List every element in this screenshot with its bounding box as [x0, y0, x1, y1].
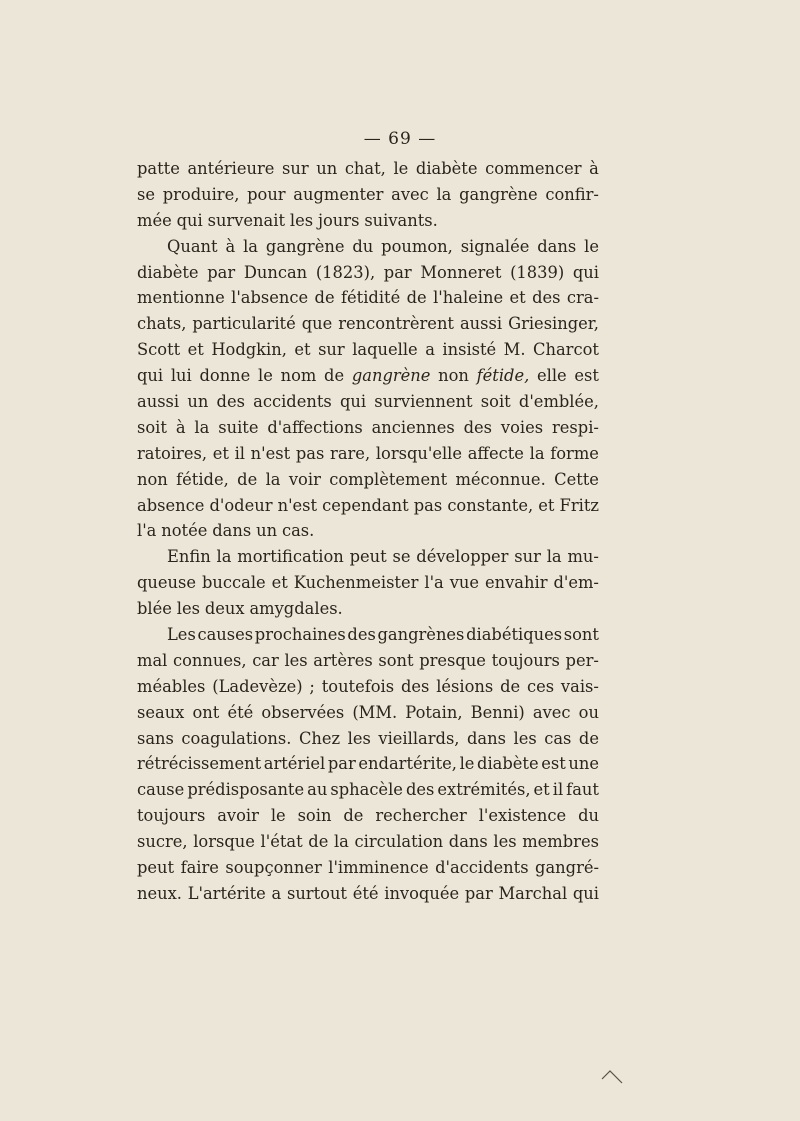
text-line: qui lui donne le nom de gangrène non fétide, elle est: [137, 366, 599, 386]
text-line: queuse buccale et Kuchenmeister l'a vue envahir d'em-: [137, 573, 599, 593]
text-line: aussi un des accidents qui surviennent soit d'emblée,: [137, 392, 599, 412]
text-line: non fétide, de la voir complètement méconnue. Cette: [137, 469, 599, 489]
text-line: mal connues, car les artères sont presque toujours per-: [137, 650, 599, 670]
page-number: — 69 —: [363, 129, 437, 149]
text-line: neux. L'artérite a surtout été invoquée par Marchal qui: [137, 883, 599, 903]
text-line: soit à la suite d'affections anciennes des voies respi-: [137, 417, 599, 437]
text-line: ratoires, et il n'est pas rare, lorsqu'elle affecte la forme: [137, 443, 599, 463]
text-line: se produire, pour augmenter avec la gangrène confir-: [137, 184, 599, 204]
text-line: Enfin la mortification peut se développer sur la mu-: [167, 547, 599, 567]
text-line: Quant à la gangrène du poumon, signalée dans le: [167, 236, 599, 256]
text-line: rétrécissement artériel par endartérite, le diabète est une: [137, 754, 599, 774]
text-line: cause prédisposante au sphacèle des extrémités, et il faut: [137, 780, 599, 800]
text-line: patte antérieure sur un chat, le diabète commencer à: [137, 159, 599, 178]
text-line: sans coagulations. Chez les vieillards, dans les cas de: [137, 728, 599, 748]
text-line: toujours avoir le soin de rechercher l'existence du: [137, 806, 599, 826]
text-line: sucre, lorsque l'état de la circulation dans les membres: [137, 832, 599, 852]
text-line: Scott et Hodgkin, et sur laquelle a insisté M. Charcot: [137, 340, 599, 360]
text-line: absence d'odeur n'est cependant pas constante, et Fritz: [137, 495, 599, 515]
text-line: diabète par Duncan (1823), par Monneret (1839) qui: [137, 262, 599, 282]
text-line: blée les deux amygdales.: [137, 599, 343, 619]
text-line: peut faire soupçonner l'imminence d'accidents gangré-: [137, 858, 599, 878]
text-line: Les causes prochaines des gangrènes diabétiques sont: [167, 625, 599, 645]
text-line: l'a notée dans un cas.: [137, 521, 315, 541]
text-line: chats, particularité que rencontrèrent aussi Griesinger,: [137, 314, 599, 334]
text-line: méables (Ladevèze) ; toutefois des lésions de ces vais-: [137, 676, 599, 696]
text-line: mentionne l'absence de fétidité de l'haleine et des cra-: [137, 288, 599, 308]
text-line: mée qui survenait les jours suivants.: [137, 210, 438, 230]
body-text: [137, 156, 599, 907]
pencil-mark: [600, 1065, 624, 1085]
text-line: seaux ont été observées (MM. Potain, Benni) avec ou: [137, 702, 599, 722]
